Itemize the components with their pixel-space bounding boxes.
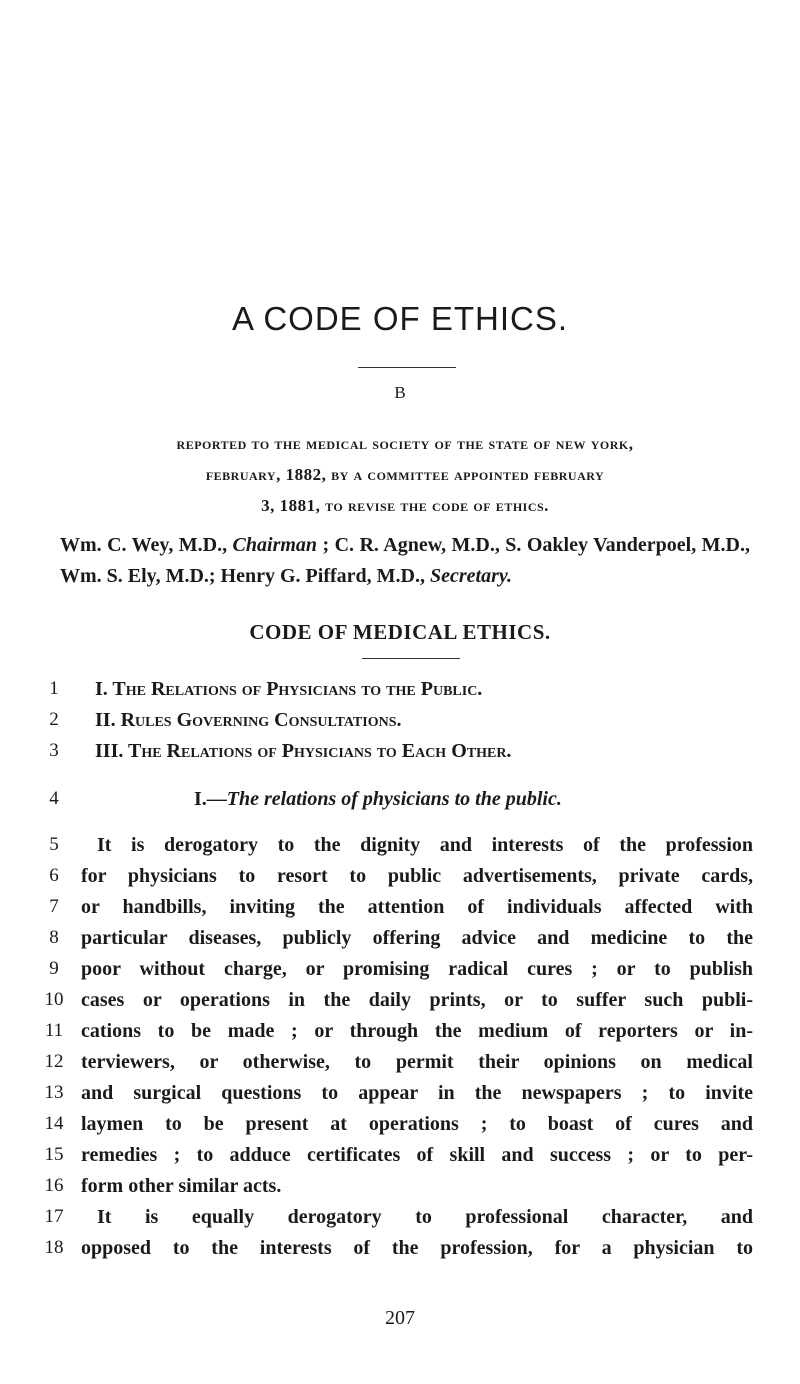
section-letter: B: [394, 383, 406, 402]
line-number: 4: [49, 788, 59, 809]
line-number: 7: [49, 896, 59, 917]
text-line: [40, 1113, 760, 1144]
body-text: cases or operations in the daily prints, or to suffer such publi-: [81, 989, 753, 1011]
code-subtitle: CODE OF MEDICAL ETHICS.: [249, 620, 551, 644]
contents-item: III. The Relations of Physicians to Each Other.: [95, 740, 512, 762]
body-text: laymen to be present at operations ; to boast of cures and: [81, 1113, 753, 1135]
body-text: form other similar acts.: [81, 1175, 282, 1197]
secretary-label: Secretary.: [429, 565, 512, 587]
body-text: opposed to the interests of the profession, for a physician to: [81, 1237, 753, 1259]
line-number: 16: [44, 1175, 64, 1196]
text-line: [40, 989, 760, 1020]
body-text: terviewers, or otherwise, to permit their opinions on medical: [81, 1051, 753, 1073]
text-line: [40, 709, 760, 740]
committee-members: [60, 530, 750, 592]
line-number: 18: [44, 1237, 64, 1258]
text-line: [40, 958, 760, 989]
line-number: 14: [44, 1113, 64, 1134]
chairman-label: Chairman: [232, 534, 318, 556]
page-title: A CODE OF ETHICS.: [231, 300, 569, 337]
body-text: It is equally derogatory to professional character, and: [97, 1206, 753, 1228]
body-text: cations to be made ; or through the medium of reporters or in-: [81, 1020, 753, 1042]
body-text: for physicians to resort to public advertisements, private cards,: [81, 865, 753, 887]
line-number: 8: [49, 927, 59, 948]
line-number: 6: [49, 865, 59, 886]
text-line: [40, 865, 760, 896]
text-line: [40, 1020, 760, 1051]
page-number: 207: [385, 1307, 415, 1329]
committee-text-1: Wm. C. Wey, M.D.,: [60, 534, 233, 556]
text-line: [40, 740, 760, 771]
section-heading: [194, 788, 800, 811]
line-number: 5: [49, 834, 59, 855]
text-line: [40, 927, 760, 958]
line-number: 13: [44, 1082, 64, 1103]
text-line: [40, 1175, 760, 1206]
text-line: [40, 788, 760, 819]
text-line: [40, 1051, 760, 1082]
line-number: 12: [44, 1051, 64, 1072]
report-heading: [60, 428, 750, 521]
section-numeral: I.—: [194, 788, 227, 810]
text-line: [40, 834, 760, 865]
line-number: 11: [44, 1020, 64, 1041]
text-line: [40, 678, 760, 709]
report-line-2: february, 1882, by a committee appointed february: [205, 465, 605, 484]
line-number: 1: [49, 678, 59, 699]
body-text: It is derogatory to the dignity and interests of the profession: [97, 834, 753, 856]
line-number: 2: [49, 709, 59, 730]
text-line: [40, 1206, 760, 1237]
text-line: [40, 1082, 760, 1113]
report-line-1: reported to the medical society of the state of new york,: [176, 434, 634, 453]
line-number: 9: [49, 958, 59, 979]
body-text: poor without charge, or promising radical cures ; or to publish: [81, 958, 753, 980]
report-line-3: 3, 1881, to revise the code of ethics.: [261, 496, 549, 515]
body-text: remedies ; to adduce certificates of skill and success ; or to per-: [81, 1144, 753, 1166]
subtitle-rule: [362, 658, 460, 659]
text-line: [40, 1237, 760, 1268]
text-line: [40, 1144, 760, 1175]
body-text: and surgical questions to appear in the newspapers ; to invite: [81, 1082, 753, 1104]
body-text: or handbills, inviting the attention of individuals affected with: [81, 896, 753, 918]
body-text: particular diseases, publicly offering advice and medicine to the: [81, 927, 753, 949]
section-title: The relations of physicians to the public.: [226, 788, 562, 810]
line-number: 17: [44, 1206, 64, 1227]
contents-item: I. The Relations of Physicians to the Public.: [95, 678, 483, 700]
line-number: 10: [44, 989, 64, 1010]
contents-item: II. Rules Governing Consultations.: [95, 709, 402, 731]
committee-text-2: ; C. R. Agnew, M.D., S. Oakley Vanderpoel, M.D., Wm. S. Ely, M.D.; Henry G. Piffard, M.D.,: [60, 534, 751, 587]
text-line: [40, 896, 760, 927]
line-number: 3: [49, 740, 59, 761]
title-rule: [358, 367, 456, 368]
line-number: 15: [44, 1144, 64, 1165]
